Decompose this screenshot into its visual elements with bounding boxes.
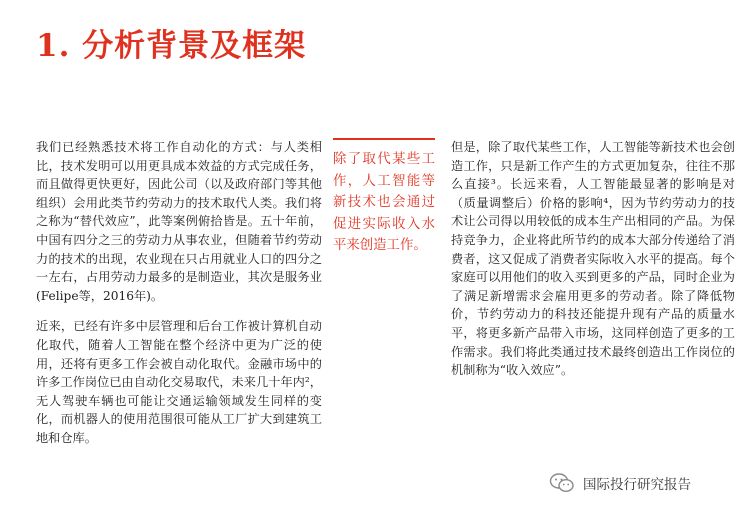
paragraph: 近来，已经有许多中层管理和后台工作被计算机自动化取代，随着人工智能在整个经济中更为广泛的使用，还将有更多工作会被自动化取代。金融市场中的许多工作岗位已由自动化交易取代，未来几十年内²，无人驾驶车辆也可能让交通运输领域发生同样的变化，而机器人的使用范围很可能从工厂扩大到建筑工地和仓库。: [36, 319, 322, 445]
section-title: 1. 分析背景及框架: [36, 28, 307, 64]
paragraph: 我们已经熟悉技术将工作自动化的方式：与人类相比，技术发明可以用更具成本效益的方式完成任务，而且做得更快更好，因此公司（以及政府部门等其他组织）会用此类节约劳动力的技术取代人类。我们将之称为“替代效应”，此等案例俯拾皆是。五十年前，中国有四分之三的劳动力从事农业，但随着节约劳动力的技术的出现，农业现在只占用就业人口的四分之一左右，占用劳动力最多的是制造业，其次是服务业(Felipe等，2016年)。: [36, 140, 322, 303]
wechat-icon: [549, 472, 575, 494]
paragraph: 但是，除了取代某些工作，人工智能等新技术也会创造工作，只是新工作产生的方式更加复杂，往往不那么直接³。长远来看，人工智能最显著的影响是对（质量调整后）价格的影响⁴，因为节约劳动力的技术让公司得以用较低的成本生产出相同的产品。为保持竞争力，企业将此所节约的成本大部分传递给了消费者，这又促成了消费者实际收入水平的提高。每个家庭可以用他们的收入买到更多的产品，同时企业为了满足新增需求会雇用更多的劳动者。除了降低物价，节约劳动力的科技还能提升现有产品的质量水平，将更多新产品带入市场，这同样创造了更多的工作需求。我们将此类通过技术最终创造出工作岗位的机制称为“收入效应”。: [451, 140, 735, 378]
right-text-column: [451, 138, 735, 380]
watermark-label: 国际投行研究报告: [583, 477, 691, 493]
pull-quote: [333, 138, 435, 257]
pull-quote-text: 除了取代某些工作，人工智能等新技术也会通过促进实际收入水平来创造工作。: [333, 152, 435, 253]
left-text-column: [36, 138, 322, 448]
wechat-watermark: [549, 471, 691, 495]
